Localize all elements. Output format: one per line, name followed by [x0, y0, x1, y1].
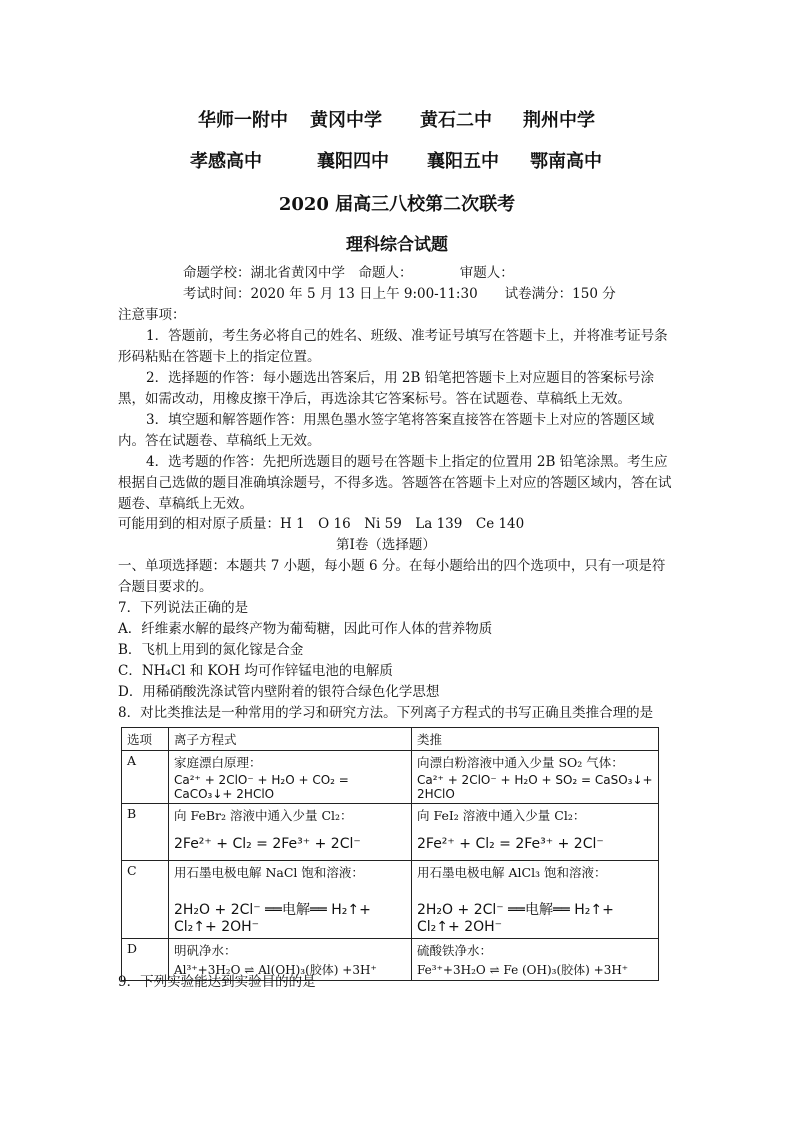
analogy-cell [412, 804, 659, 861]
equation-description: 硫酸铁净水： [417, 943, 493, 958]
section-title: 第Ⅰ卷（选择题） [336, 537, 436, 553]
table-header-cell: 离子方程式 [169, 728, 412, 751]
note-item: 1．答题前，考生务必将自己的姓名、班级、准考证号填写在答题卡上，并将准考证号条形码粘贴在答题卡上的指定位置。 [118, 328, 668, 365]
school-name: 华师一附中 [198, 110, 288, 131]
equation-description: 用石墨电极电解 AlCl₃ 饱和溶液： [417, 865, 607, 880]
question-7-option: A．纤维素水解的最终产物为葡萄糖，因此可作人体的营养物质 [118, 621, 493, 637]
table-header-cell: 选项 [122, 728, 169, 751]
school-name: 孝感高中 [190, 151, 262, 172]
school-name: 黄冈中学 [310, 110, 382, 131]
option-cell: C [122, 861, 169, 939]
section-instruction: 一、单项选择题：本题共 7 小题，每小题 6 分。在每小题给出的四个选项中，只有一项是符合题目要求的。 [118, 558, 666, 595]
analogy-cell [412, 939, 659, 981]
notes-heading: 注意事项： [118, 307, 186, 323]
analogy-cell [412, 861, 659, 939]
question-7-stem: 7．下列说法正确的是 [118, 600, 249, 616]
equation-description: 明矾净水： [174, 943, 237, 958]
table-row [122, 804, 659, 861]
equation-description: 家庭漂白原理： [174, 755, 262, 770]
analogy-cell [412, 751, 659, 804]
table-row [122, 861, 659, 939]
ionic-equation: Ca²⁺ + 2ClO⁻ + H₂O + CO₂ = CaCO₃↓+ 2HClO [174, 773, 349, 801]
exam-info-line: 命题学校：湖北省黄冈中学 命题人： 审题人： [183, 265, 514, 281]
subject-title: 理科综合试题 [346, 235, 448, 255]
table-header-row [122, 728, 659, 751]
question-9-stem: 9．下列实验能达到实验目的的是 [118, 974, 316, 990]
ionic-equation: 2Fe²⁺ + Cl₂ = 2Fe³⁺ + 2Cl⁻ [417, 836, 604, 852]
school-name: 黄石二中 [420, 110, 492, 131]
school-name: 襄阳四中 [317, 151, 389, 172]
atomic-masses: 可能用到的相对原子质量：H 1 O 16 Ni 59 La 139 Ce 140 [118, 516, 525, 532]
exam-title: 2020 届高三八校第二次联考 [278, 194, 516, 215]
ionic-equation: 2Fe²⁺ + Cl₂ = 2Fe³⁺ + 2Cl⁻ [174, 836, 361, 852]
ionic-equation: Al³⁺+3H₂O ⇌ Al(OH)₃(胶体) +3H⁺ [174, 963, 377, 977]
school-name: 襄阳五中 [427, 151, 499, 172]
question-7-option: D．用稀硝酸洗涤试管内壁附着的银符合绿色化学思想 [118, 684, 440, 700]
school-name: 荆州中学 [523, 110, 595, 131]
option-cell: A [122, 751, 169, 804]
exam-info-line: 考试时间：2020 年 5 月 13 日上午 9:00-11:30 试卷满分：150 分 [183, 286, 616, 302]
option-cell: D [122, 939, 169, 981]
equation-description: 用石墨电极电解 NaCl 饱和溶液： [174, 865, 364, 880]
equation-cell [169, 861, 412, 939]
option-cell: B [122, 804, 169, 861]
question-8-table [121, 727, 659, 981]
ionic-equation: 2H₂O + 2Cl⁻ ══电解══ H₂↑+ Cl₂↑+ 2OH⁻ [174, 902, 371, 935]
question-7-option: B．飞机上用到的氮化镓是合金 [118, 642, 304, 658]
ionic-equation: 2H₂O + 2Cl⁻ ══电解══ H₂↑+ Cl₂↑+ 2OH⁻ [417, 902, 614, 935]
equation-description: 向 FeBr₂ 溶液中通入少量 Cl₂： [174, 808, 353, 823]
note-item: 2．选择题的作答：每小题选出答案后，用 2B 铅笔把答题卡上对应题目的答案标号涂黑，如需改动，用橡皮擦干净后，再选涂其它答案标号。答在试题卷、草稿纸上无效。 [118, 370, 655, 407]
question-8-stem: 8．对比类推法是一种常用的学习和研究方法。下列离子方程式的书写正确且类推合理的是 [118, 705, 654, 721]
school-row-2 [0, 147, 794, 171]
question-7-option: C．NH₄Cl 和 KOH 均可作锌锰电池的电解质 [118, 663, 393, 679]
ionic-equation: Fe³⁺+3H₂O ⇌ Fe (OH)₃(胶体) +3H⁺ [417, 963, 629, 977]
table-row [122, 751, 659, 804]
note-item: 4．选考题的作答：先把所选题目的题号在答题卡上指定的位置用 2B 铅笔涂黑。考生应根据自己选做的题目准确填涂题号，不得多选。答题答在答题卡上对应的答题区域内，答在试题卷、草稿纸上无效。 [118, 454, 672, 512]
school-row-1 [0, 106, 794, 130]
equation-cell [169, 751, 412, 804]
equation-cell [169, 804, 412, 861]
equation-description: 向漂白粉溶液中通入少量 SO₂ 气体： [417, 755, 624, 770]
school-name: 鄂南高中 [530, 151, 602, 172]
note-item: 3．填空题和解答题作答：用黑色墨水签字笔将答案直接答在答题卡上对应的答题区域内。答在试题卷、草稿纸上无效。 [118, 412, 655, 449]
ionic-equation: Ca²⁺ + 2ClO⁻ + H₂O + SO₂ = CaSO₃↓+ 2HClO [417, 773, 653, 801]
equation-description: 向 FeI₂ 溶液中通入少量 Cl₂： [417, 808, 586, 823]
table-header-cell: 类推 [412, 728, 659, 751]
